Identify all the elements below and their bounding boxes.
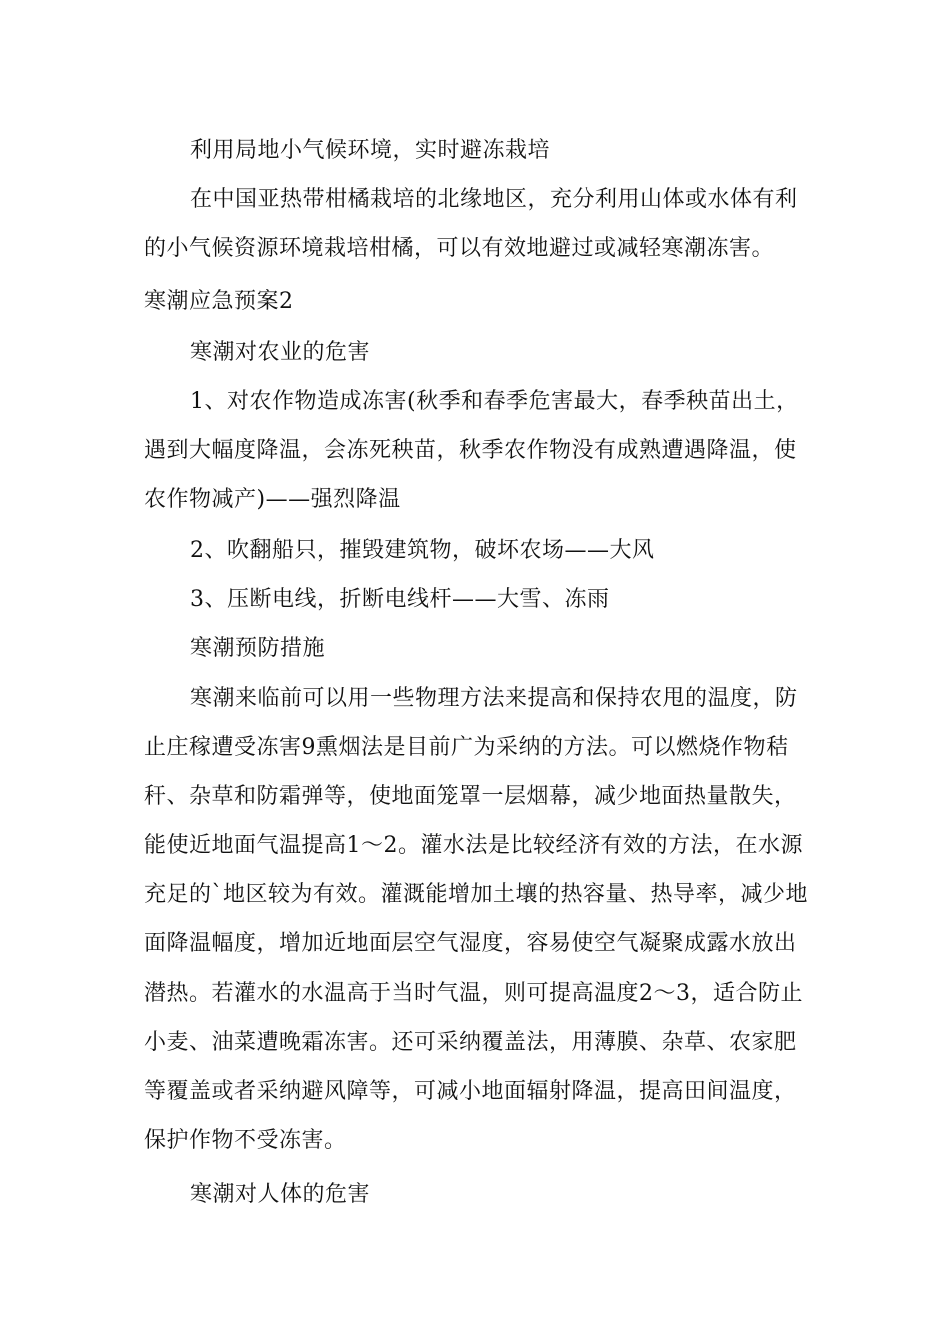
paragraph-line: 在中国亚热带柑橘栽培的北缘地区，充分利用山体或水体有利 (190, 187, 798, 212)
list-item-continued: 遇到大幅度降温，会冻死秧苗，秋季农作物没有成熟遭遇降温，使 (144, 438, 797, 463)
paragraph-line: 保护作物不受冻害。 (144, 1128, 347, 1153)
paragraph-heading: 寒潮预防措施 (190, 636, 326, 661)
paragraph-line: 潜热。若灌水的水温高于当时气温，则可提高温度2～3，适合防止 (144, 981, 803, 1006)
paragraph-line: 面降温幅度，增加近地面层空气湿度，容易使空气凝聚成露水放出 (144, 931, 797, 956)
paragraph-heading: 寒潮对人体的危害 (190, 1182, 371, 1207)
section-title: 寒潮应急预案2 (144, 289, 294, 314)
paragraph-line: 等覆盖或者采纳避风障等，可减小地面辐射降温，提高田间温度， (144, 1079, 797, 1104)
list-item: 3、压断电线，折断电线杆——大雪、冻雨 (190, 587, 610, 612)
paragraph-heading: 寒潮对农业的危害 (190, 340, 371, 365)
paragraph-line: 秆、杂草和防霜弹等，使地面笼罩一层烟幕，减少地面热量散失， (144, 784, 797, 809)
list-item: 1、对农作物造成冻害(秋季和春季危害最大，春季秧苗出土， (190, 389, 799, 414)
paragraph-line: 充足的`地区较为有效。灌溉能增加土壤的热容量、热导率，减少地 (144, 882, 809, 907)
paragraph-line: 小麦、油菜遭晚霜冻害。还可采纳覆盖法，用薄膜、杂草、农家肥 (144, 1030, 797, 1055)
list-item: 2、吹翻船只，摧毁建筑物，破坏农场——大风 (190, 538, 655, 563)
paragraph-line: 的小气候资源环境栽培柑橘，可以有效地避过或减轻寒潮冻害。 (144, 236, 775, 261)
paragraph-line: 能使近地面气温提高1～2。灌水法是比较经济有效的方法，在水源 (144, 833, 803, 858)
paragraph-line: 寒潮来临前可以用一些物理方法来提高和保持农甩的温度，防 (190, 686, 798, 711)
paragraph-line: 止庄稼遭受冻害9熏烟法是目前广为采纳的方法。可以燃烧作物秸 (144, 735, 789, 760)
list-item-continued: 农作物减产)——强烈降温 (144, 487, 401, 512)
paragraph-heading: 利用局地小气候环境，实时避冻栽培 (190, 138, 551, 163)
